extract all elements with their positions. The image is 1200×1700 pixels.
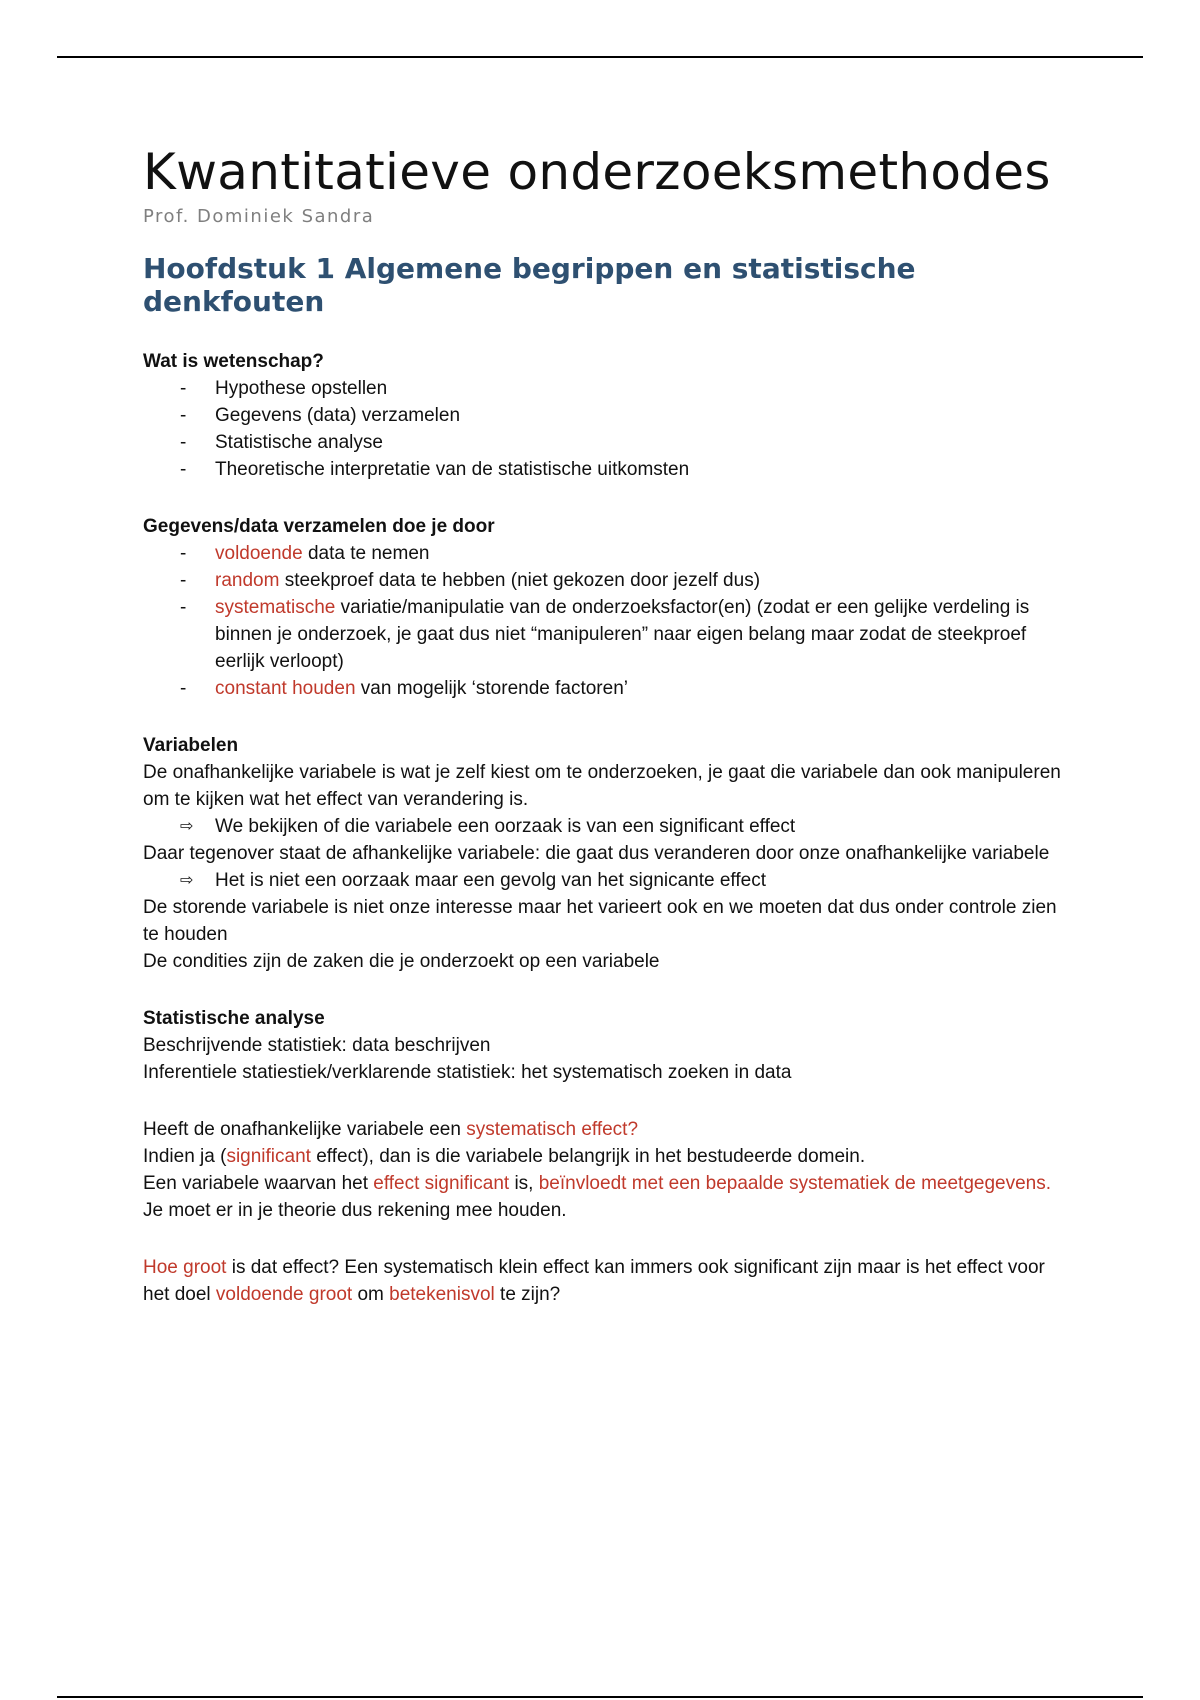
section-heading: Gegevens/data verzamelen doe je door	[143, 516, 495, 537]
text-run: is,	[509, 1173, 539, 1194]
paragraph: Daar tegenover staat de afhankelijke variabele: die gaat dus veranderen door onze onafhankelijke variabele	[143, 843, 1050, 864]
highlight-term: significant	[226, 1146, 311, 1167]
list-item-text: van mogelijk ‘storende factoren’	[355, 678, 628, 699]
document-title: Kwantitatieve onderzoeksmethodes	[143, 143, 1051, 201]
chapter-heading: Hoofdstuk 1 Algemene begrippen en statistische denkfouten	[143, 252, 916, 318]
paragraph	[143, 1254, 1063, 1308]
section-effectgrootte	[143, 1254, 1063, 1308]
arrow-item-text: Het is niet een oorzaak maar een gevolg van het signicante effect	[215, 870, 766, 891]
list-item-text: variatie/manipulatie van de onderzoeksfactor(en) (zodat er een gelijke verdeling is binnen je onderzoek, je gaat dus niet “manipuleren” naar eigen belang maar zodat de steekproef eerlijk verloopt)	[215, 597, 1030, 672]
highlight-term: systematisch effect?	[466, 1119, 639, 1140]
text-run: Indien ja (	[143, 1146, 227, 1167]
top-rule	[57, 56, 1143, 58]
section-wetenschap	[143, 348, 1063, 483]
paragraph	[143, 1116, 1063, 1143]
highlight-term: betekenisvol	[389, 1284, 495, 1305]
document-subtitle: Prof. Dominiek Sandra	[143, 206, 375, 227]
text-run: is dat effect? Een systematisch klein effect kan immers ook significant zijn maar is het effect voor het doel	[143, 1257, 1045, 1305]
list-item: - Hypothese opstellen	[143, 375, 1063, 402]
section-heading: Statistische analyse	[143, 1008, 325, 1029]
list-item-text: steekproef data te hebben (niet gekozen door jezelf dus)	[279, 570, 761, 591]
list-item-text: data te nemen	[302, 543, 430, 564]
arrow-right-icon: ⇨	[180, 872, 194, 889]
paragraph: De onafhankelijke variabele is wat je zelf kiest om te onderzoeken, je gaat die variabele dan ook manipuleren om te kijken wat het effect van verandering is.	[143, 762, 1061, 810]
bottom-rule	[57, 1696, 1143, 1698]
highlight-term: effect significant	[373, 1173, 510, 1194]
arrow-item	[143, 867, 1063, 894]
list-item	[143, 540, 1063, 567]
list-item: - Theoretische interpretatie van de statistische uitkomsten	[143, 456, 1063, 483]
arrow-item	[143, 813, 1063, 840]
highlight-term: beïnvloedt met een bepaalde systematiek de meetgegevens.	[538, 1173, 1052, 1194]
document-body	[143, 140, 1063, 1308]
bullet-list	[143, 540, 1063, 702]
highlight-term: Hoe groot	[143, 1257, 227, 1278]
paragraph: Inferentiele statiestiek/verklarende statistiek: het systematisch zoeken in data	[143, 1062, 792, 1083]
arrow-right-icon: ⇨	[180, 818, 194, 835]
list-item	[143, 594, 1063, 675]
section-statistische-analyse	[143, 1005, 1063, 1086]
paragraph: De condities zijn de zaken die je onderzoekt op een variabele	[143, 951, 660, 972]
highlight-term: voldoende groot	[215, 1284, 353, 1305]
bullet-list	[143, 375, 1063, 483]
section-variabelen	[143, 732, 1063, 975]
arrow-item-text: We bekijken of die variabele een oorzaak is van een significant effect	[215, 816, 796, 837]
section-heading: Variabelen	[143, 735, 239, 756]
list-item	[143, 675, 1063, 702]
list-item: - Gegevens (data) verzamelen	[143, 402, 1063, 429]
list-item: - Statistische analyse	[143, 429, 1063, 456]
text-run: om	[352, 1284, 390, 1305]
section-heading: Wat is wetenschap?	[143, 351, 324, 372]
text-run: effect), dan is die variabele belangrijk in het bestudeerde domein.	[310, 1146, 866, 1167]
text-run: te zijn?	[494, 1284, 561, 1305]
highlight-term: voldoende	[215, 543, 303, 564]
highlight-term: random	[215, 570, 280, 591]
paragraph	[143, 1143, 1063, 1170]
list-item	[143, 567, 1063, 594]
highlight-term: constant houden	[215, 678, 356, 699]
section-data-verzamelen	[143, 513, 1063, 702]
paragraph: De storende variabele is niet onze interesse maar het varieert ook en we moeten dat dus onder controle zien te houden	[143, 897, 1057, 945]
text-run: Een variabele waarvan het	[143, 1173, 374, 1194]
highlight-term: systematische	[215, 597, 336, 618]
text-run: Je moet er in je theorie dus rekening mee houden.	[143, 1200, 567, 1221]
paragraph	[143, 1170, 1063, 1224]
paragraph: Beschrijvende statistiek: data beschrijven	[143, 1035, 491, 1056]
section-systematisch-effect	[143, 1116, 1063, 1224]
text-run: Heeft de onafhankelijke variabele een	[143, 1119, 467, 1140]
